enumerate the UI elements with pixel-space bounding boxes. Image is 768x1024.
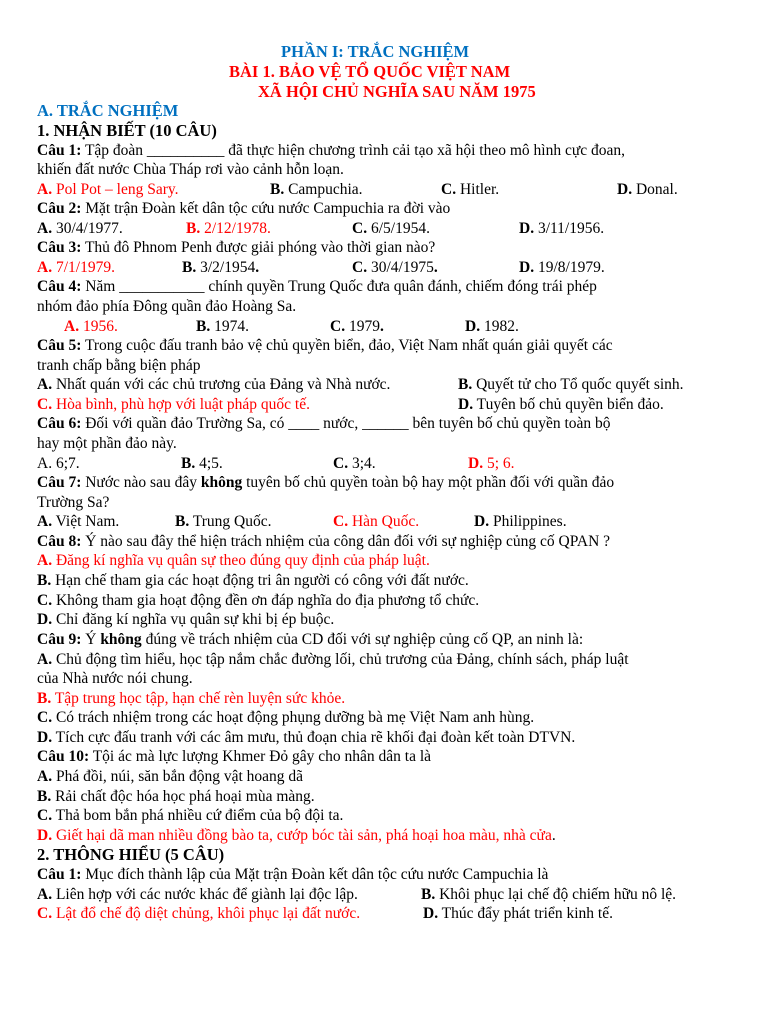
q5-option-c[interactable]: C. Hòa bình, phù hợp với luật pháp quốc tế.	[37, 396, 310, 413]
question-1-cont: khiến đất nước Chùa Tháp rơi vào cảnh hỗn loạn.	[37, 161, 344, 178]
q7-option-b[interactable]: B. Trung Quốc.	[175, 513, 272, 530]
q4-option-a[interactable]: A. 1956.	[64, 318, 118, 335]
q1-option-c[interactable]: C. Hitler.	[441, 181, 500, 198]
q2-option-c[interactable]: C. 6/5/1954.	[352, 220, 430, 237]
q10-option-b[interactable]: B. Rải chất độc hóa học phá hoại mùa màng.	[37, 788, 315, 805]
q3-option-b[interactable]: B. 3/2/1954.	[182, 259, 260, 276]
q10-option-c[interactable]: C. Thả bom bắn phá nhiều cứ điểm của bộ đội ta.	[37, 807, 344, 824]
question-1: Câu 1: Tập đoàn __________ đã thực hiện chương trình cải tạo xã hội theo mô hình cực đoan,	[37, 142, 625, 159]
s2q1-option-d[interactable]: D. Thúc đẩy phát triển kinh tế.	[423, 905, 613, 922]
question-7: Câu 7: Nước nào sau đây không tuyên bố chủ quyền toàn bộ hay một phần đối với quần đảo	[37, 474, 615, 491]
q4-option-b[interactable]: B. 1974.	[196, 318, 249, 335]
question-6: Câu 6: Đối với quần đảo Trường Sa, có ____ nước, ______ bên tuyên bố chủ quyền toàn bộ	[37, 415, 611, 432]
section-a-heading: A. TRẮC NGHIỆM	[37, 101, 179, 120]
question-10: Câu 10: Tội ác mà lực lượng Khmer Đỏ gây cho nhân dân ta là	[37, 748, 432, 765]
lesson-title-line1: BÀI 1. BẢO VỆ TỔ QUỐC VIỆT NAM	[229, 62, 511, 81]
question-4-cont: nhóm đảo phía Đông quần đảo Hoàng Sa.	[37, 298, 297, 315]
question-3: Câu 3: Thủ đô Phnom Penh được giải phóng vào thời gian nào?	[37, 239, 436, 256]
q8-option-b[interactable]: B. Hạn chế tham gia các hoạt động tri ân người có công với đất nước.	[37, 572, 469, 589]
q8-option-d[interactable]: D. Chỉ đăng kí nghĩa vụ quân sự khi bị ép buộc.	[37, 611, 335, 628]
s2q1-option-a[interactable]: A. Liên hợp với các nước khác để giành lại độc lập.	[37, 886, 358, 903]
part-title: PHẦN I: TRẮC NGHIỆM	[281, 42, 470, 61]
q5-option-d[interactable]: D. Tuyên bố chủ quyền biển đảo.	[458, 396, 664, 413]
q9-option-c[interactable]: C. Có trách nhiệm trong các hoạt động phụng dưỡng bà mẹ Việt Nam anh hùng.	[37, 709, 535, 726]
q3-option-d[interactable]: D. 19/8/1979.	[519, 259, 605, 276]
q9-option-b[interactable]: B. Tập trung học tập, hạn chế rèn luyện sức khỏe.	[37, 690, 346, 707]
q1-option-a[interactable]: A. Pol Pot – leng Sary.	[37, 181, 179, 198]
question-4: Câu 4: Năm ___________ chính quyền Trung Quốc đưa quân đánh, chiếm đóng trái phép	[37, 278, 597, 295]
q9-option-a[interactable]: A. Chủ động tìm hiểu, học tập nắm chắc đường lối, chủ trương của Đảng, chính sách, pháp luật	[37, 651, 629, 668]
section-2-heading: 2. THÔNG HIỂU (5 CÂU)	[37, 845, 225, 864]
s2q1-option-b[interactable]: B. Khôi phục lại chế độ chiếm hữu nô lệ.	[421, 886, 677, 903]
q3-option-a[interactable]: A. 7/1/1979.	[37, 259, 115, 276]
question-2: Câu 2: Mặt trận Đoàn kết dân tộc cứu nước Campuchia ra đời vào	[37, 200, 451, 217]
q7-option-c[interactable]: C. Hàn Quốc.	[333, 513, 420, 530]
s2q1-option-c[interactable]: C. Lật đổ chế độ diệt chủng, khôi phục lại đất nước.	[37, 905, 361, 922]
q8-option-a[interactable]: A. Đăng kí nghĩa vụ quân sự theo đúng quy định của pháp luật.	[37, 552, 430, 569]
q10-option-a[interactable]: A. Phá đồi, núi, săn bắn động vật hoang dã	[37, 768, 304, 785]
q10-option-d[interactable]: D. Giết hại dã man nhiều đồng bào ta, cướp bóc tài sản, phá hoại hoa màu, nhà cửa.	[37, 827, 556, 844]
q2-option-d[interactable]: D. 3/11/1956.	[519, 220, 605, 237]
q5-option-a[interactable]: A. Nhất quán với các chủ trương của Đảng và Nhà nước.	[37, 376, 391, 393]
question-8: Câu 8: Ý nào sau đây thể hiện trách nhiệm của công dân đối với sự nghiệp củng cố QPAN ?	[37, 533, 611, 550]
q8-option-c[interactable]: C. Không tham gia hoạt động đền ơn đáp nghĩa do địa phương tổ chức.	[37, 592, 480, 609]
question-7-cont: Trường Sa?	[37, 494, 110, 511]
q7-option-a[interactable]: A. Việt Nam.	[37, 513, 120, 530]
q6-option-a[interactable]: A. 6;7.	[37, 455, 80, 472]
s2-question-1: Câu 1: Mục đích thành lập của Mặt trận Đoàn kết dân tộc cứu nước Campuchia là	[37, 866, 549, 883]
q9-option-a-cont: của Nhà nước nói chung.	[37, 670, 193, 687]
q3-option-c[interactable]: C. 30/4/1975.	[352, 259, 438, 276]
q1-option-b[interactable]: B. Campuchia.	[270, 181, 363, 198]
q5-option-b[interactable]: B. Quyết tử cho Tổ quốc quyết sinh.	[458, 376, 684, 393]
section-1-heading: 1. NHẬN BIẾT (10 CÂU)	[37, 121, 217, 140]
question-5-cont: tranh chấp bằng biện pháp	[37, 357, 201, 374]
q1-option-d[interactable]: D. Donal.	[617, 181, 678, 198]
q2-option-a[interactable]: A. 30/4/1977.	[37, 220, 123, 237]
q6-option-d[interactable]: D. 5; 6.	[468, 455, 515, 472]
q7-option-d[interactable]: D. Philippines.	[474, 513, 567, 530]
q6-option-b[interactable]: B. 4;5.	[181, 455, 223, 472]
question-5: Câu 5: Trong cuộc đấu tranh bảo vệ chủ quyền biển, đảo, Việt Nam nhất quán giải quyết các	[37, 337, 613, 354]
q2-option-b[interactable]: B. 2/12/1978.	[186, 220, 271, 237]
q6-option-c[interactable]: C. 3;4.	[333, 455, 376, 472]
q4-option-c[interactable]: C. 1979.	[330, 318, 384, 335]
question-6-cont: hay một phần đảo này.	[37, 435, 177, 452]
lesson-title-line2: XÃ HỘI CHỦ NGHĨA SAU NĂM 1975	[258, 82, 536, 101]
question-9: Câu 9: Ý không đúng về trách nhiệm của CD đối với sự nghiệp củng cố QP, an ninh là:	[37, 631, 584, 648]
q9-option-d[interactable]: D. Tích cực đấu tranh với các âm mưu, thủ đoạn chia rẽ khối đại đoàn kết toàn DTVN.	[37, 729, 576, 746]
q4-option-d[interactable]: D. 1982.	[465, 318, 519, 335]
